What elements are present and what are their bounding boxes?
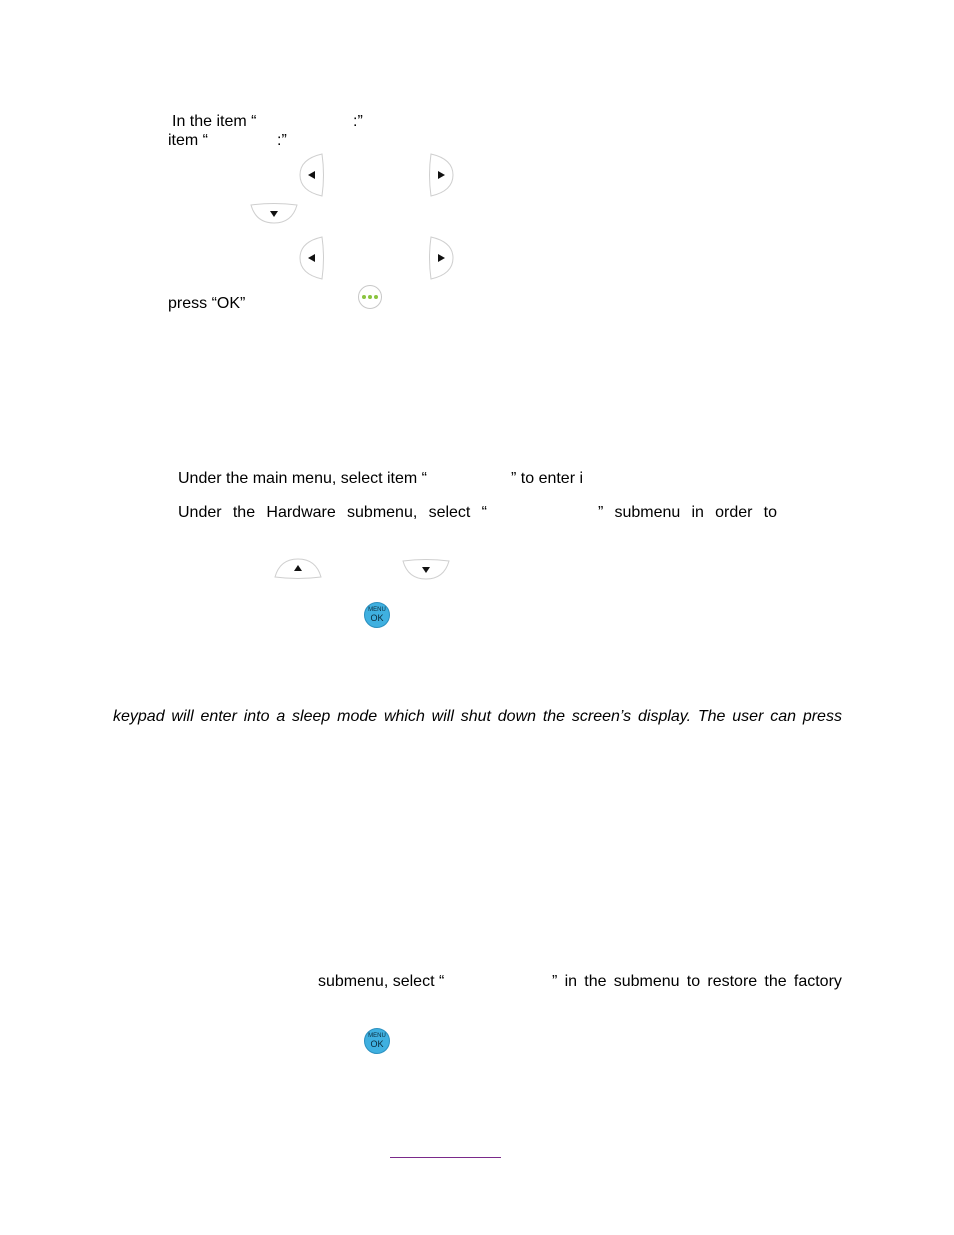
ok-key-icon [358,285,382,309]
word: Hardware [266,504,336,521]
instruction-text-item: In the item “ [172,113,257,130]
word: mode [337,708,378,725]
instruction-text-main-menu: Under the main menu, select item “ [178,470,427,487]
word: a [276,708,286,725]
word: will [431,708,454,725]
right-arrow-key-icon [427,153,455,197]
word: submenu, [347,504,418,521]
menu-ok-key-label-top: MENU [368,607,386,613]
word: keypad [113,708,165,725]
word: to [763,504,777,521]
menu-ok-key-label-top: MENU [368,1033,386,1039]
word: screen’s [571,708,632,725]
right-arrow-key-icon [427,236,455,280]
menu-ok-key-icon [364,1028,390,1054]
menu-ok-key-label-bottom: OK [370,1039,384,1049]
instruction-text-item-close: :” [353,113,363,130]
word: to [686,973,701,990]
menu-ok-key-label-bottom: OK [370,613,384,623]
word: restore [707,973,758,990]
instruction-text-item-2-close: :” [277,132,287,149]
word: the [584,973,607,990]
word: into [243,708,270,725]
word: the [232,504,256,521]
word: press [802,708,842,725]
instruction-text-item-2: item “ [168,132,208,149]
word: ” [552,973,558,990]
word: Under [178,504,222,521]
hyperlink-underline[interactable] [390,1157,501,1158]
word: submenu [614,504,681,521]
left-arrow-key-icon [298,236,326,280]
word: ” [598,504,604,521]
up-arrow-key-icon [274,557,322,581]
instruction-text-restore: submenu, select “ [318,973,445,990]
word: “ [481,504,487,521]
word: The [697,708,726,725]
word: down [497,708,537,725]
instruction-text-enter: ” to enter i [511,470,584,487]
word: will [171,708,194,725]
word: order [715,504,753,521]
word: enter [200,708,237,725]
word: shut [460,708,491,725]
instruction-text-hardware [178,504,487,522]
note-text-sleep-mode [113,708,842,726]
word: which [383,708,425,725]
word: the [764,973,787,990]
instruction-text-press-ok: press “OK” [168,295,246,312]
word: user [732,708,764,725]
word: can [770,708,796,725]
word: select [428,504,471,521]
word: display. [638,708,692,725]
word: the [542,708,566,725]
left-arrow-key-icon [298,153,326,197]
word: in [564,973,578,990]
instruction-text-restore-cont [552,973,842,991]
word: factory [793,973,842,990]
down-arrow-key-icon [250,201,298,225]
word: in [691,504,704,521]
down-arrow-key-icon [402,557,450,581]
word: submenu [613,973,680,990]
word: sleep [292,708,331,725]
menu-ok-key-icon [364,602,390,628]
instruction-text-hardware-cont [598,504,777,522]
